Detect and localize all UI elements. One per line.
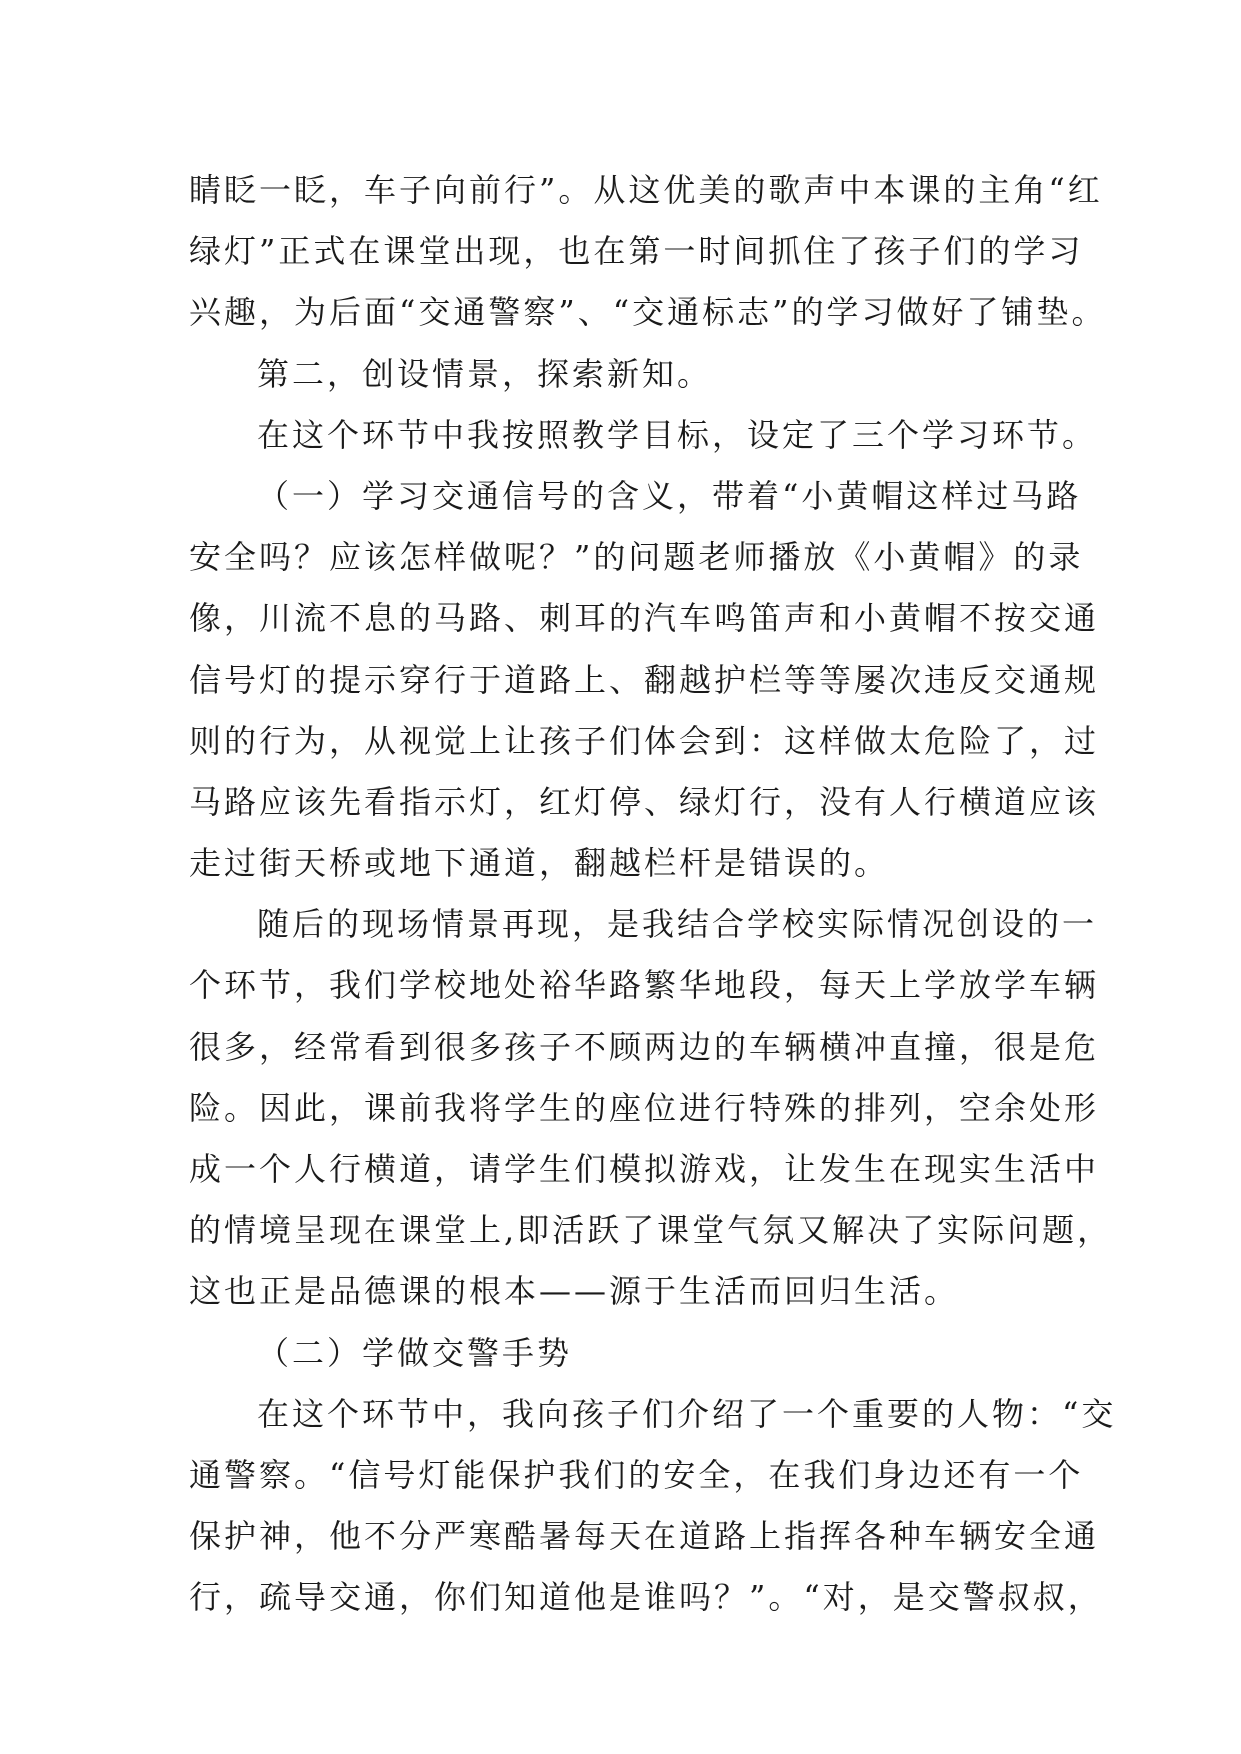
- text-line: 这也正是品德课的根本——源于生活而回归生活。: [189, 1272, 960, 1311]
- text-line: 信号灯的提示穿行于道路上、翻越护栏等等屡次违反交通规: [189, 660, 1100, 699]
- text-line: 在这个环节中我按照教学目标，设定了三个学习环节。: [257, 415, 1098, 454]
- body-text: [189, 160, 1117, 1629]
- text-line: 成一个人行横道，请学生们模拟游戏，让发生在现实生活中: [189, 1150, 1100, 1188]
- text-line: 安全吗？应该怎样做呢？”的问题老师播放《小黄帽》的录: [189, 538, 1084, 577]
- text-line: 的情境呈现在课堂上,即活跃了课堂气氛又解决了实际问题，: [189, 1211, 1113, 1250]
- text-line: 第二，创设情景，探索新知。: [257, 354, 713, 393]
- text-line: 绿灯”正式在课堂出现，也在第一时间抓住了孩子们的学习: [189, 232, 1084, 271]
- text-line: 在这个环节中，我向孩子们介绍了一个重要的人物：“交: [257, 1394, 1117, 1433]
- text-line: 通警察。“信号灯能保护我们的安全，在我们身边还有一个: [189, 1455, 1084, 1494]
- text-line: 兴趣，为后面“交通警察”、“交通标志”的学习做好了铺垫。: [189, 293, 1107, 332]
- text-line: 很多，经常看到很多孩子不顾两边的车辆横冲直撞，很是危: [189, 1027, 1100, 1066]
- text-line: 随后的现场情景再现，是我结合学校实际情况创设的一: [257, 905, 1098, 944]
- text-line: 睛眨一眨，车子向前行”。从这优美的歌声中本课的主角“红: [189, 171, 1103, 209]
- text-line: 个环节，我们学校地处裕华路繁华地段，每天上学放学车辆: [189, 966, 1100, 1005]
- text-line: 像，川流不息的马路、刺耳的汽车鸣笛声和小黄帽不按交通: [189, 599, 1100, 638]
- text-line: 保护神，他不分严寒酷暑每天在道路上指挥各种车辆安全通: [189, 1517, 1100, 1556]
- text-line: 险。因此，课前我将学生的座位进行特殊的排列，空余处形: [189, 1088, 1100, 1127]
- text-line: 走过街天桥或地下通道，翻越栏杆是错误的。: [189, 844, 890, 883]
- text-line: 马路应该先看指示灯，红灯停、绿灯行，没有人行横道应该: [189, 782, 1100, 821]
- text-line: 则的行为，从视觉上让孩子们体会到：这样做太危险了，过: [189, 721, 1100, 760]
- text-line: 行，疏导交通，你们知道他是谁吗？”。“对，是交警叔叔，: [189, 1578, 1103, 1617]
- text-line: （二）学做交警手势: [257, 1333, 573, 1372]
- text-line: （一）学习交通信号的含义，带着“小黄帽这样过马路: [257, 476, 1082, 515]
